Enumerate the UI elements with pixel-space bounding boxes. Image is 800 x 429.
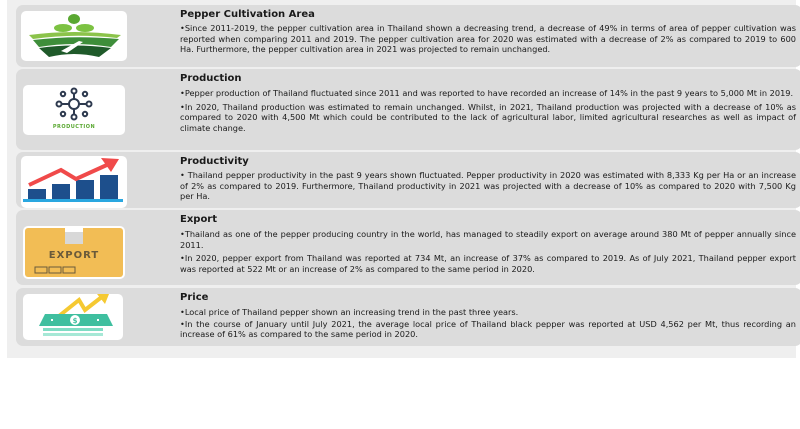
- section-title: Pepper Cultivation Area: [180, 9, 315, 20]
- section-title: Price: [180, 292, 209, 303]
- production-thumbnail: [23, 85, 125, 135]
- production-network-icon: [23, 85, 125, 125]
- cultivation-thumbnail: [21, 11, 127, 61]
- price-text: [180, 291, 796, 340]
- section-price: [16, 288, 800, 346]
- section-paragraph: •Since 2011-2019, the pepper cultivation area in Thailand shown a decreasing trend, a decrease of 49% in terms of area of pepper cultivation was reported when comparing 2011 and 2019. The pepper cultivation area for 2020 was estimated with a decrease of 2% as compared to 2019 to 600 Ha. Furthermore, the pepper cultivation area in 2021 was projected to remain unchanged.: [180, 23, 796, 55]
- section-title: Production: [180, 73, 242, 84]
- money-trend-icon: [23, 294, 123, 340]
- section-production: [16, 69, 800, 150]
- growth-chart-icon: [21, 156, 127, 208]
- section-paragraph: •Thailand as one of the pepper producing country in the world, has managed to steadily export on average around 380 Mt of pepper annually since 2011.: [180, 229, 796, 250]
- section-paragraph: •Pepper production of Thailand fluctuated since 2011 and was reported to have recorded an increase of 14% in the past 9 years to 5,000 Mt in 2019.: [180, 88, 794, 98]
- section-productivity: [16, 152, 800, 208]
- svg-text:$: $: [72, 317, 78, 325]
- section-title: Productivity: [180, 156, 249, 167]
- export-thumbnail: [23, 226, 125, 279]
- section-cultivation-area: [16, 5, 800, 67]
- section-paragraph: •In 2020, Thailand production was estimated to remain unchanged. Whilst, in 2021, Thailand production was projected with a decrease of 10% as compared to 2020 with 4,500 Mt which could be contributed to the lack of agricultural labor, limited agricultural researches as well as impact of climate change.: [180, 101, 796, 133]
- content-panel: [7, 0, 796, 358]
- export-icon-caption: EXPORT: [48, 250, 100, 261]
- production-icon-caption: PRODUCTION: [52, 124, 96, 130]
- section-export: [16, 210, 800, 285]
- productivity-thumbnail: [21, 156, 127, 208]
- field-sprout-icon: [21, 11, 127, 61]
- export-text: [180, 213, 796, 274]
- section-title: Export: [180, 214, 218, 225]
- section-paragraph: •In 2020, pepper export from Thailand was reported at 734 Mt, an increase of 37% as compared to 2019. As of July 2021, Thailand pepper export was reported at 522 Mt or an increase of 2% as compared to the same period in 2020.: [180, 253, 796, 274]
- section-paragraph: •Local price of Thailand pepper shown an increasing trend in the past three years.: [180, 307, 519, 317]
- production-text: [180, 72, 796, 133]
- section-paragraph: •In the course of January until July 2021, the average local price of Thailand black pepper was reported at USD 4,562 per Mt, thus recording an increase of 61% as compared to the same period in 2020.: [180, 318, 796, 340]
- price-thumbnail: [23, 294, 123, 340]
- productivity-text: [180, 155, 796, 202]
- cultivation-text: [180, 8, 796, 55]
- section-paragraph: • Thailand pepper productivity in the past 9 years shown fluctuated. Pepper productivity in 2020 was estimated with 8,333 Kg per Ha or an increase of 2% as compared to 2019. Furthermore, Thailand productivity in 2021 was projected with a decrease of 10% as compared to 2020 with 7,500 Kg per Ha.: [180, 170, 796, 202]
